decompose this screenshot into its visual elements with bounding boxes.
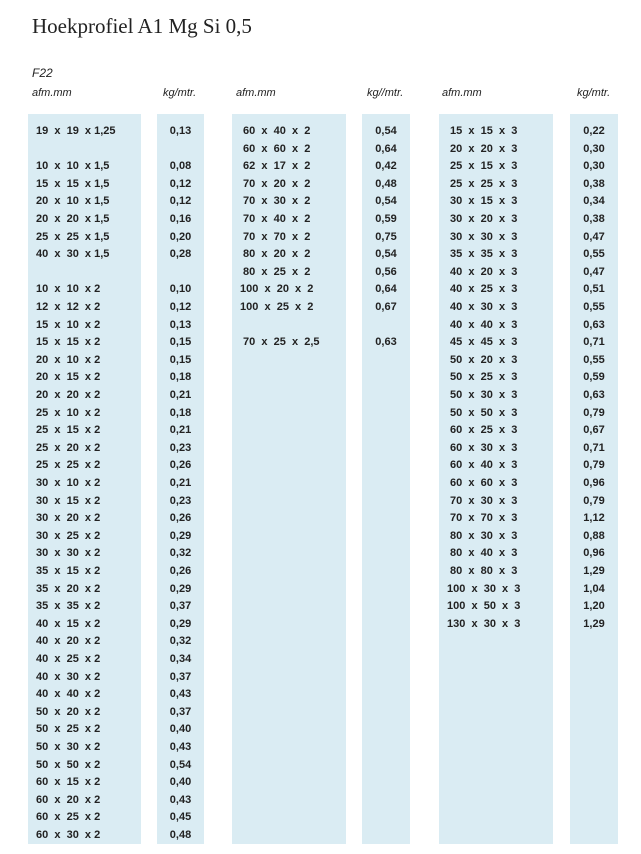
- weight-cell: 0,48: [169, 829, 192, 841]
- weight-cell: 0,29: [169, 617, 192, 630]
- dimensions-column: [439, 114, 553, 844]
- weight-cell: 0,56: [375, 265, 397, 278]
- dimension-cell: 50 x 50 x 3: [447, 406, 518, 419]
- dimension-cell: 20 x 10 x 2: [36, 353, 101, 366]
- dimension-cell: 30 x 30 x 2: [36, 547, 101, 560]
- dimension-cell: 40 x 40 x 2: [36, 688, 101, 701]
- dimension-cell: 15 x 10 x 2: [36, 318, 101, 331]
- dimension-cell: 130 x 30 x 3: [447, 617, 521, 630]
- weight-cell: 0,13: [169, 125, 192, 137]
- weight-cell: 0,40: [169, 776, 192, 789]
- dimension-cell: 25 x 20 x 2: [36, 441, 101, 454]
- weight-cell: 0,63: [583, 318, 605, 331]
- dimension-cell: 45 x 45 x 3: [447, 336, 518, 349]
- dimension-cell: 40 x 30 x 3: [447, 301, 518, 313]
- dimension-cell: 50 x 20 x 2: [36, 705, 101, 718]
- dimension-cell: 50 x 25 x 2: [36, 723, 101, 736]
- weight-cell: 0,38: [583, 177, 605, 190]
- dimension-header: afm.mm: [442, 87, 482, 99]
- dimension-cell: 70 x 30 x 3: [447, 494, 518, 507]
- weight-cell: 0,67: [583, 424, 605, 437]
- weight-cell: 0,29: [169, 582, 192, 595]
- weight-cell: 0,23: [169, 441, 192, 454]
- dimension-cell: 30 x 30 x 3: [447, 230, 518, 243]
- dimension-cell: 40 x 25 x 2: [36, 653, 101, 665]
- dimension-cell: 80 x 20 x 2: [240, 248, 311, 261]
- dimension-cell: 25 x 15 x 3: [447, 160, 518, 173]
- weight-cell: 0,96: [583, 547, 605, 560]
- weight-cell: 0,37: [169, 670, 192, 683]
- weight-cell: 0,37: [169, 705, 192, 718]
- weight-cell: 0,30: [583, 142, 605, 155]
- weight-cell: 0,71: [583, 441, 605, 454]
- weight-cell: 0,67: [375, 301, 397, 313]
- dimension-cell: 80 x 30 x 3: [447, 529, 518, 542]
- dimension-cell: 60 x 30 x 2: [36, 829, 101, 841]
- dimension-cell: 10 x 10 x 2: [36, 283, 101, 296]
- dimension-cell: 70 x 30 x 2: [240, 195, 311, 208]
- weight-cell: 0,21: [169, 424, 192, 437]
- dimension-cell: 30 x 10 x 2: [36, 477, 101, 489]
- weight-cell: 1,04: [583, 582, 605, 595]
- weight-header: kg/mtr.: [577, 87, 611, 99]
- weight-cell: 0,15: [169, 336, 192, 349]
- dimension-cell: 50 x 50 x 2: [36, 758, 101, 771]
- weight-cell: 0,40: [169, 723, 192, 736]
- weight-cell: 0,30: [583, 160, 605, 173]
- weight-cell: 0,12: [169, 301, 192, 313]
- weight-cell: 0,55: [583, 301, 605, 313]
- page-title: Hoekprofiel A1 Mg Si 0,5: [32, 14, 252, 38]
- weight-cell: 0,55: [583, 353, 605, 366]
- dimension-cell: 30 x 15 x 2: [36, 494, 101, 507]
- weight-cell: 0,13: [169, 318, 192, 331]
- dimension-cell: 100 x 50 x 3: [447, 600, 521, 613]
- dimensions-column: [232, 114, 346, 844]
- weight-cell: 0,43: [169, 741, 192, 753]
- weight-cell: 0,22: [583, 125, 605, 137]
- dimension-cell: 20 x 10 x 1,5: [36, 195, 110, 208]
- weight-cell: 0,54: [169, 758, 192, 771]
- weight-cell: 0,32: [169, 547, 192, 560]
- dimension-cell: 40 x 15 x 2: [36, 617, 101, 630]
- dimension-cell: 20 x 20 x 3: [447, 142, 518, 155]
- dimension-cell: 60 x 60 x 3: [447, 477, 518, 489]
- weight-cell: 0,21: [169, 477, 192, 489]
- dimension-cell: 40 x 20 x 3: [447, 265, 518, 278]
- dimension-cell: 80 x 40 x 3: [447, 547, 518, 560]
- dimension-cell: 80 x 80 x 3: [447, 565, 518, 577]
- dimension-cell: 25 x 25 x 3: [447, 177, 518, 190]
- dimension-cell: 12 x 12 x 2: [36, 301, 101, 313]
- dimensions-column: [28, 114, 141, 844]
- dimension-cell: 20 x 15 x 2: [36, 371, 101, 384]
- weight-cell: 0,96: [583, 477, 605, 489]
- weight-cell: 0,43: [169, 793, 192, 806]
- weight-cell: 0,47: [583, 230, 605, 243]
- dimension-cell: 60 x 30 x 3: [447, 441, 518, 454]
- weight-cell: 0,10: [169, 283, 192, 296]
- weight-cell: 0,75: [375, 230, 397, 243]
- dimension-cell: 25 x 25 x 1,5: [36, 230, 110, 243]
- weight-cell: 0,63: [375, 336, 397, 349]
- dimension-cell: 60 x 15 x 2: [36, 776, 101, 789]
- weight-column: [362, 114, 410, 844]
- weight-cell: 0,21: [169, 389, 192, 401]
- weight-cell: 1,29: [583, 565, 605, 577]
- weight-cell: 0,79: [583, 494, 605, 507]
- dimension-cell: 60 x 25 x 3: [447, 424, 518, 437]
- dimension-cell: 70 x 70 x 2: [240, 230, 311, 243]
- weight-cell: 0,47: [583, 265, 605, 278]
- dimension-cell: 30 x 15 x 3: [447, 195, 518, 208]
- weight-cell: 1,12: [583, 512, 605, 525]
- weight-header: kg//mtr.: [367, 87, 404, 99]
- weight-cell: 0,26: [169, 565, 192, 577]
- weight-cell: 0,20: [169, 230, 192, 243]
- weight-cell: 0,54: [375, 248, 397, 261]
- dimension-cell: 40 x 20 x 2: [36, 635, 101, 648]
- weight-cell: 0,26: [169, 512, 192, 525]
- weight-cell: 0,23: [169, 494, 192, 507]
- weight-cell: 0,54: [375, 125, 397, 137]
- weight-header: kg/mtr.: [163, 87, 197, 99]
- dimension-cell: 25 x 10 x 2: [36, 406, 101, 419]
- weight-cell: 1,29: [583, 617, 605, 630]
- weight-cell: 0,48: [375, 177, 397, 190]
- weight-cell: 0,16: [169, 213, 192, 225]
- dimension-cell: 25 x 25 x 2: [36, 459, 101, 472]
- dimension-cell: 20 x 20 x 2: [36, 389, 101, 401]
- weight-cell: 0,64: [375, 283, 397, 296]
- weight-cell: 0,34: [583, 195, 605, 208]
- dimension-cell: 50 x 30 x 3: [447, 389, 518, 401]
- dimension-cell: 25 x 15 x 2: [36, 424, 101, 437]
- weight-cell: 0,59: [375, 213, 397, 225]
- weight-cell: 0,79: [583, 406, 605, 419]
- weight-cell: 0,12: [169, 177, 192, 190]
- weight-cell: 0,43: [169, 688, 192, 701]
- weight-cell: 0,29: [169, 529, 192, 542]
- dimension-cell: 15 x 15 x 1,5: [36, 177, 110, 190]
- dimension-cell: 30 x 20 x 2: [36, 512, 101, 525]
- weight-cell: 0,28: [169, 248, 192, 261]
- dimension-cell: 70 x 20 x 2: [240, 177, 311, 190]
- weight-cell: 0,08: [169, 160, 192, 173]
- weight-cell: 0,32: [169, 635, 192, 648]
- weight-cell: 0,15: [169, 353, 192, 366]
- dimension-cell: 50 x 25 x 3: [447, 371, 518, 384]
- weight-cell: 0,34: [169, 653, 192, 665]
- weight-cell: 0,88: [583, 529, 605, 542]
- weight-cell: 0,64: [375, 142, 397, 155]
- dimension-cell: 60 x 20 x 2: [36, 793, 101, 806]
- weight-cell: 0,45: [169, 811, 192, 824]
- dimension-cell: 80 x 25 x 2: [240, 265, 311, 278]
- dimension-cell: 70 x 40 x 2: [240, 213, 311, 225]
- weight-cell: 0,12: [169, 195, 192, 208]
- weight-cell: 0,38: [583, 213, 605, 225]
- dimension-cell: 60 x 40 x 2: [240, 125, 311, 137]
- dimension-cell: 15 x 15 x 3: [447, 125, 518, 137]
- weight-cell: 0,51: [583, 283, 605, 296]
- dimension-cell: 100 x 30 x 3: [447, 582, 521, 595]
- weight-cell: 0,42: [375, 160, 397, 173]
- weight-cell: 0,18: [169, 406, 192, 419]
- dimension-cell: 60 x 60 x 2: [240, 142, 311, 155]
- weight-cell: 0,37: [169, 600, 192, 613]
- dimension-cell: 40 x 40 x 3: [447, 318, 518, 331]
- weight-column: [157, 114, 204, 844]
- dimension-cell: 50 x 30 x 2: [36, 741, 101, 753]
- dimension-cell: 60 x 25 x 2: [36, 811, 101, 824]
- dimension-cell: 35 x 35 x 3: [447, 248, 518, 261]
- dimension-cell: 20 x 20 x 1,5: [36, 213, 110, 225]
- profile-code: F22: [32, 66, 53, 80]
- dimension-cell: 40 x 25 x 3: [447, 283, 518, 296]
- dimension-cell: 62 x 17 x 2: [240, 160, 311, 173]
- dimension-header: afm.mm: [32, 87, 72, 99]
- dimension-cell: 30 x 20 x 3: [447, 213, 518, 225]
- dimension-cell: 35 x 35 x 2: [36, 600, 101, 613]
- dimension-cell: 10 x 10 x 1,5: [36, 160, 110, 173]
- dimension-cell: 30 x 25 x 2: [36, 529, 101, 542]
- weight-cell: 0,26: [169, 459, 192, 472]
- dimension-cell: 100 x 20 x 2: [240, 283, 314, 296]
- weight-cell: 0,79: [583, 459, 605, 472]
- weight-cell: 1,20: [583, 600, 605, 613]
- dimension-cell: 40 x 30 x 1,5: [36, 248, 110, 261]
- weight-column: [570, 114, 618, 844]
- weight-cell: 0,54: [375, 195, 397, 208]
- weight-cell: 0,71: [583, 336, 605, 349]
- dimension-cell: 35 x 20 x 2: [36, 582, 101, 595]
- dimension-cell: 35 x 15 x 2: [36, 565, 101, 577]
- weight-cell: 0,55: [583, 248, 605, 261]
- dimension-cell: 60 x 40 x 3: [447, 459, 518, 472]
- dimension-cell: 15 x 15 x 2: [36, 336, 101, 349]
- weight-cell: 0,18: [169, 371, 192, 384]
- dimension-cell: 70 x 70 x 3: [447, 512, 518, 525]
- dimension-cell: 40 x 30 x 2: [36, 670, 101, 683]
- dimension-cell: 100 x 25 x 2: [240, 301, 314, 313]
- weight-cell: 0,59: [583, 371, 605, 384]
- weight-cell: 0,63: [583, 389, 605, 401]
- dimension-header: afm.mm: [236, 87, 276, 99]
- dimension-cell: 19 x 19 x 1,25: [36, 125, 116, 137]
- dimension-cell: 50 x 20 x 3: [447, 353, 518, 366]
- dimension-cell: 70 x 25 x 2,5: [240, 336, 320, 349]
